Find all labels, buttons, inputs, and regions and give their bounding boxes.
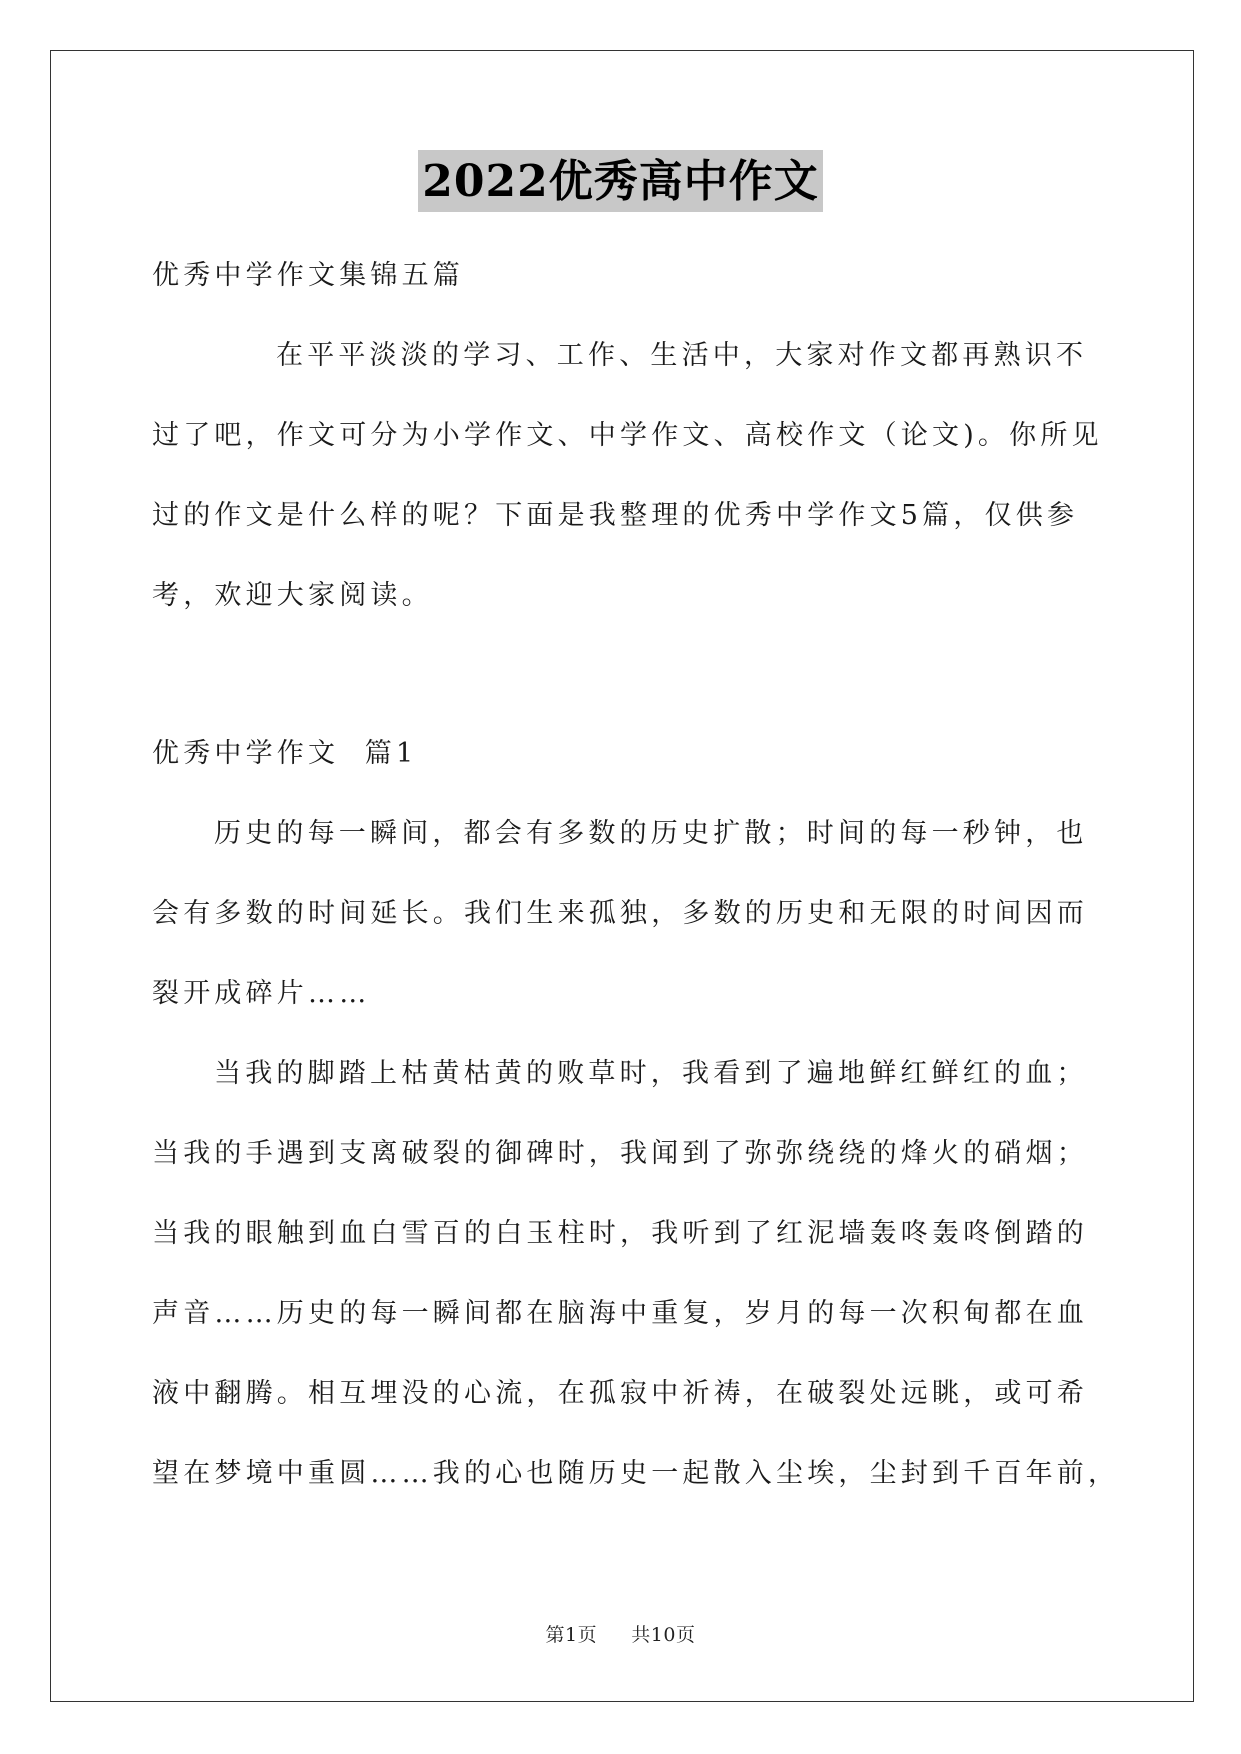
document-title: 2022优秀高中作文 — [418, 150, 822, 212]
paragraph-line: 液中翻腾。相互埋没的心流，在孤寂中祈祷，在破裂处远眺，或可希 — [152, 1378, 1088, 1409]
document-body — [152, 236, 1120, 1514]
title-container — [0, 150, 1241, 212]
paragraph-line: 当我的手遇到支离破裂的御碑时，我闻到了弥弥绕绕的烽火的硝烟； — [152, 1138, 1088, 1169]
document-subtitle: 优秀中学作文集锦五篇 — [152, 260, 464, 291]
intro-line: 在平平淡淡的学习、工作、生活中，大家对作文都再熟识不 — [276, 340, 1088, 371]
intro-line: 过了吧，作文可分为小学作文、中学作文、高校作文（论文)。你所见 — [152, 420, 1103, 451]
paragraph-line: 历史的每一瞬间，都会有多数的历史扩散；时间的每一秒钟，也 — [214, 818, 1088, 849]
paragraph-line: 声音……历史的每一瞬间都在脑海中重复，岁月的每一次积甸都在血 — [152, 1298, 1088, 1329]
intro-line: 考，欢迎大家阅读。 — [152, 580, 433, 611]
paragraph-line: 会有多数的时间延长。我们生来孤独，多数的历史和无限的时间因而 — [152, 898, 1088, 929]
intro-line: 过的作文是什么样的呢？下面是我整理的优秀中学作文5篇，仅供参 — [152, 500, 1079, 531]
blank-line — [152, 636, 1092, 714]
paragraph-line: 当我的脚踏上枯黄枯黄的败草时，我看到了遍地鲜红鲜红的血； — [214, 1058, 1088, 1089]
paragraph-line: 裂开成碎片…… — [152, 978, 371, 1009]
page-total: 共10页 — [631, 1624, 696, 1646]
page-footer — [0, 1620, 1241, 1647]
page-number: 第1页 — [545, 1624, 598, 1646]
section-heading: 优秀中学作文 篇1 — [152, 738, 418, 769]
paragraph-line: 当我的眼触到血白雪百的白玉柱时，我听到了红泥墙轰咚轰咚倒踏的 — [152, 1218, 1088, 1249]
paragraph-line: 望在梦境中重圆……我的心也随历史一起散入尘埃，尘封到千百年前， — [152, 1458, 1120, 1489]
